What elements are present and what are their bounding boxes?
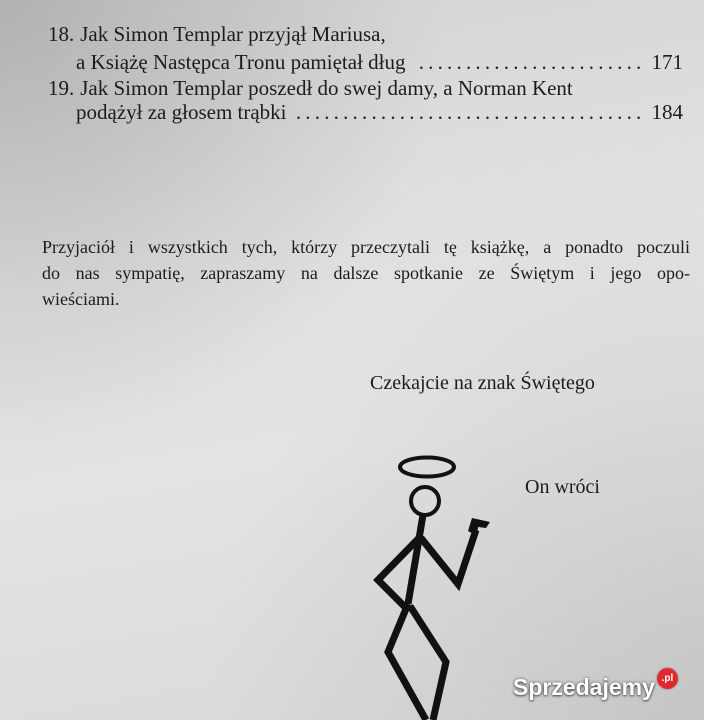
wait-for-sign-text: Czekajcie na znak Świętego <box>370 372 595 394</box>
toc-entry-title: Jak Simon Templar przyjął Mariusa, <box>80 22 386 46</box>
paragraph-line: Przyjaciół i wszystkich tych, którzy przeczytali tę książkę, a ponadto poczuli <box>42 237 690 257</box>
halo <box>400 458 454 477</box>
paragraph-line: wieściami. <box>42 289 120 309</box>
toc-entry-number: 19. <box>48 76 75 100</box>
watermark-suffix-badge: .pl <box>657 668 678 689</box>
toc-entry-number: 18. <box>48 22 75 46</box>
paragraph-line: do nas sympatię, zapraszamy na dalsze spotkanie ze Świętym i jego opo- <box>42 263 690 283</box>
figure-head <box>411 487 439 515</box>
figure-right-arm <box>421 530 476 584</box>
watermark-brand: Sprzedajemy <box>513 674 655 700</box>
watermark <box>513 674 678 701</box>
toc-entry-title-continuation: podążył za głosem trąbki <box>76 100 287 124</box>
figure-torso <box>408 515 423 604</box>
toc-entry-title: Jak Simon Templar poszedł do swej damy, a Norman Kent <box>80 76 573 100</box>
toc-page-number: 171 <box>651 50 683 74</box>
toc-page-number: 184 <box>651 100 683 124</box>
he-will-return-text: On wróci <box>525 476 600 498</box>
toc-entry-title-continuation: a Książę Następca Tronu pamiętał dług <box>76 50 406 74</box>
